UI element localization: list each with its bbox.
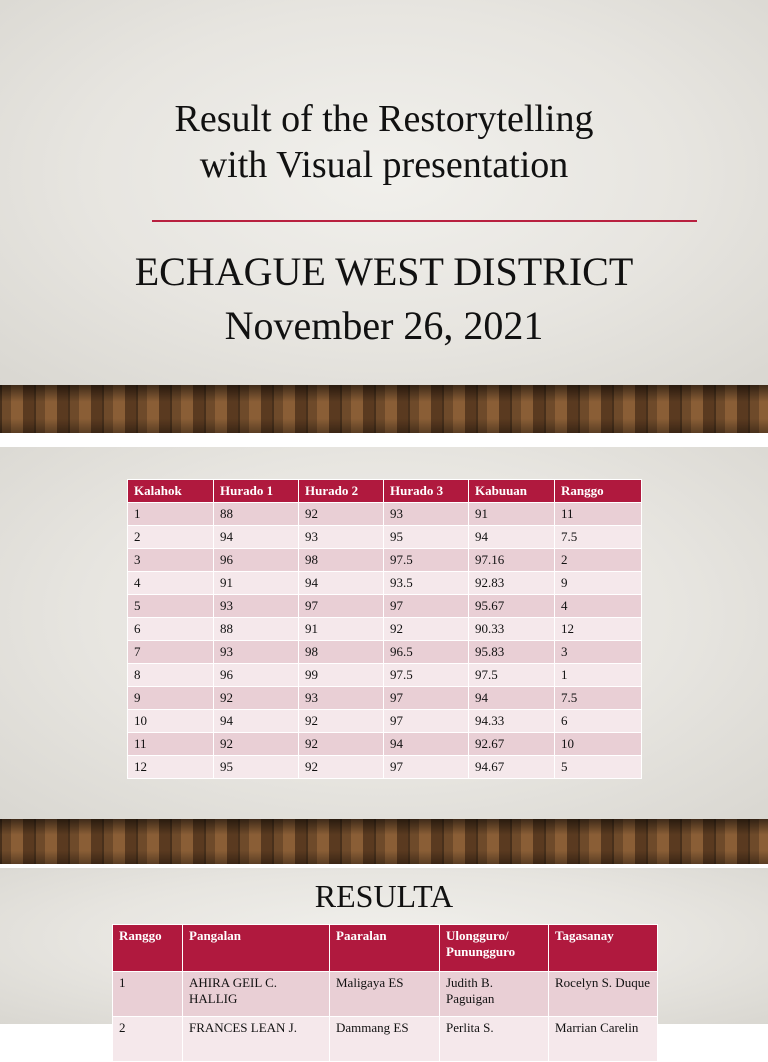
- hurado-3-cell: 92: [384, 618, 469, 641]
- results-title: RESULTA: [314, 878, 454, 914]
- ranggo-cell: 1: [113, 972, 183, 1017]
- hurado-1-cell: 88: [214, 503, 299, 526]
- hurado-2-cell: 93: [299, 687, 384, 710]
- hurado-3-cell: 96.5: [384, 641, 469, 664]
- kalahok-cell: 10: [128, 710, 214, 733]
- table-row: [128, 756, 642, 779]
- col-hurado-2: Hurado 2: [299, 480, 384, 503]
- hurado-3-cell: 94: [384, 733, 469, 756]
- kabuuan-cell: 97.5: [469, 664, 555, 687]
- table-row: [128, 687, 642, 710]
- hurado-1-cell: 96: [214, 549, 299, 572]
- hurado-1-cell: 93: [214, 641, 299, 664]
- hurado-1-cell: 95: [214, 756, 299, 779]
- table-row: [128, 503, 642, 526]
- kalahok-cell: 11: [128, 733, 214, 756]
- paaralan-cell: Maligaya ES: [330, 972, 440, 1017]
- kalahok-cell: 7: [128, 641, 214, 664]
- table-row: [113, 972, 658, 1017]
- district-heading: ECHAGUE WEST DISTRICT: [134, 249, 634, 294]
- col-pangalan: Pangalan: [183, 925, 330, 972]
- hurado-2-cell: 99: [299, 664, 384, 687]
- table-row: [128, 549, 642, 572]
- hurado-3-cell: 95: [384, 526, 469, 549]
- kalahok-cell: 2: [128, 526, 214, 549]
- ranggo-cell: 7.5: [555, 687, 642, 710]
- kabuuan-cell: 95.67: [469, 595, 555, 618]
- ulongguro-cell: Judith B. Paguigan: [440, 972, 549, 1017]
- col-kalahok: Kalahok: [128, 480, 214, 503]
- kabuuan-cell: 91: [469, 503, 555, 526]
- hurado-2-cell: 98: [299, 549, 384, 572]
- col-hurado-3: Hurado 3: [384, 480, 469, 503]
- hurado-2-cell: 92: [299, 710, 384, 733]
- hurado-1-cell: 88: [214, 618, 299, 641]
- kalahok-cell: 3: [128, 549, 214, 572]
- hurado-3-cell: 97: [384, 710, 469, 733]
- kabuuan-cell: 97.16: [469, 549, 555, 572]
- event-date: November 26, 2021: [224, 303, 544, 348]
- col-paaralan: Paaralan: [330, 925, 440, 972]
- hurado-1-cell: 94: [214, 710, 299, 733]
- title-divider: [152, 220, 697, 222]
- hurado-3-cell: 97: [384, 595, 469, 618]
- table-row: [128, 664, 642, 687]
- hurado-3-cell: 97.5: [384, 549, 469, 572]
- ranggo-cell: 12: [555, 618, 642, 641]
- paaralan-cell: Dammang ES: [330, 1017, 440, 1062]
- table-row: [128, 733, 642, 756]
- kalahok-cell: 6: [128, 618, 214, 641]
- kalahok-cell: 1: [128, 503, 214, 526]
- ranggo-cell: 1: [555, 664, 642, 687]
- kabuuan-cell: 92.83: [469, 572, 555, 595]
- slide-title: [0, 96, 768, 188]
- hurado-2-cell: 94: [299, 572, 384, 595]
- table-row: [113, 1017, 658, 1062]
- tagasanay-cell: Marrian Carelin: [549, 1017, 658, 1062]
- kalahok-cell: 8: [128, 664, 214, 687]
- scores-table: [127, 479, 642, 779]
- table-row: [128, 526, 642, 549]
- ranggo-cell: 9: [555, 572, 642, 595]
- ulongguro-cell: Perlita S.: [440, 1017, 549, 1062]
- ranggo-cell: 4: [555, 595, 642, 618]
- hurado-2-cell: 98: [299, 641, 384, 664]
- kabuuan-cell: 95.83: [469, 641, 555, 664]
- slide-title-line-1: Result of the Restorytelling: [174, 98, 594, 140]
- hurado-3-cell: 97.5: [384, 664, 469, 687]
- ranggo-cell: 7.5: [555, 526, 642, 549]
- ranggo-cell: 2: [555, 549, 642, 572]
- col-ranggo: Ranggo: [555, 480, 642, 503]
- wood-floor-decoration: [0, 385, 768, 433]
- hurado-1-cell: 92: [214, 733, 299, 756]
- table-row: [128, 710, 642, 733]
- pangalan-cell: FRANCES LEAN J.: [183, 1017, 330, 1062]
- kabuuan-cell: 90.33: [469, 618, 555, 641]
- kalahok-cell: 12: [128, 756, 214, 779]
- kabuuan-cell: 94: [469, 526, 555, 549]
- title-slide: [0, 0, 768, 385]
- tagasanay-cell: Rocelyn S. Duque: [549, 972, 658, 1017]
- hurado-2-cell: 92: [299, 733, 384, 756]
- hurado-3-cell: 97: [384, 687, 469, 710]
- hurado-2-cell: 92: [299, 503, 384, 526]
- ranggo-cell: 11: [555, 503, 642, 526]
- slide-gap: [0, 433, 768, 447]
- scores-header-row: [128, 480, 642, 503]
- kabuuan-cell: 92.67: [469, 733, 555, 756]
- kabuuan-cell: 94.67: [469, 756, 555, 779]
- results-header-row: [113, 925, 658, 972]
- kabuuan-cell: 94.33: [469, 710, 555, 733]
- hurado-1-cell: 96: [214, 664, 299, 687]
- kalahok-cell: 9: [128, 687, 214, 710]
- hurado-2-cell: 93: [299, 526, 384, 549]
- ranggo-cell: 3: [555, 641, 642, 664]
- table-row: [128, 572, 642, 595]
- wood-floor-decoration: [0, 819, 768, 864]
- ranggo-cell: 2: [113, 1017, 183, 1062]
- hurado-1-cell: 92: [214, 687, 299, 710]
- results-table: [112, 924, 658, 1062]
- hurado-3-cell: 93: [384, 503, 469, 526]
- hurado-3-cell: 93.5: [384, 572, 469, 595]
- col-kabuuan: Kabuuan: [469, 480, 555, 503]
- hurado-2-cell: 97: [299, 595, 384, 618]
- hurado-1-cell: 94: [214, 526, 299, 549]
- table-row: [128, 595, 642, 618]
- pangalan-cell: AHIRA GEIL C. HALLIG: [183, 972, 330, 1017]
- hurado-1-cell: 93: [214, 595, 299, 618]
- col-ranggo: Ranggo: [113, 925, 183, 972]
- kabuuan-cell: 94: [469, 687, 555, 710]
- table-row: [128, 641, 642, 664]
- hurado-1-cell: 91: [214, 572, 299, 595]
- kalahok-cell: 5: [128, 595, 214, 618]
- table-row: [128, 618, 642, 641]
- col-hurado-1: Hurado 1: [214, 480, 299, 503]
- col-ulongguro: Ulongguro/ Punungguro: [440, 925, 549, 972]
- col-tagasanay: Tagasanay: [549, 925, 658, 972]
- ranggo-cell: 10: [555, 733, 642, 756]
- kalahok-cell: 4: [128, 572, 214, 595]
- hurado-3-cell: 97: [384, 756, 469, 779]
- hurado-2-cell: 92: [299, 756, 384, 779]
- hurado-2-cell: 91: [299, 618, 384, 641]
- slide-title-line-2: with Visual presentation: [199, 144, 569, 186]
- ranggo-cell: 5: [555, 756, 642, 779]
- ranggo-cell: 6: [555, 710, 642, 733]
